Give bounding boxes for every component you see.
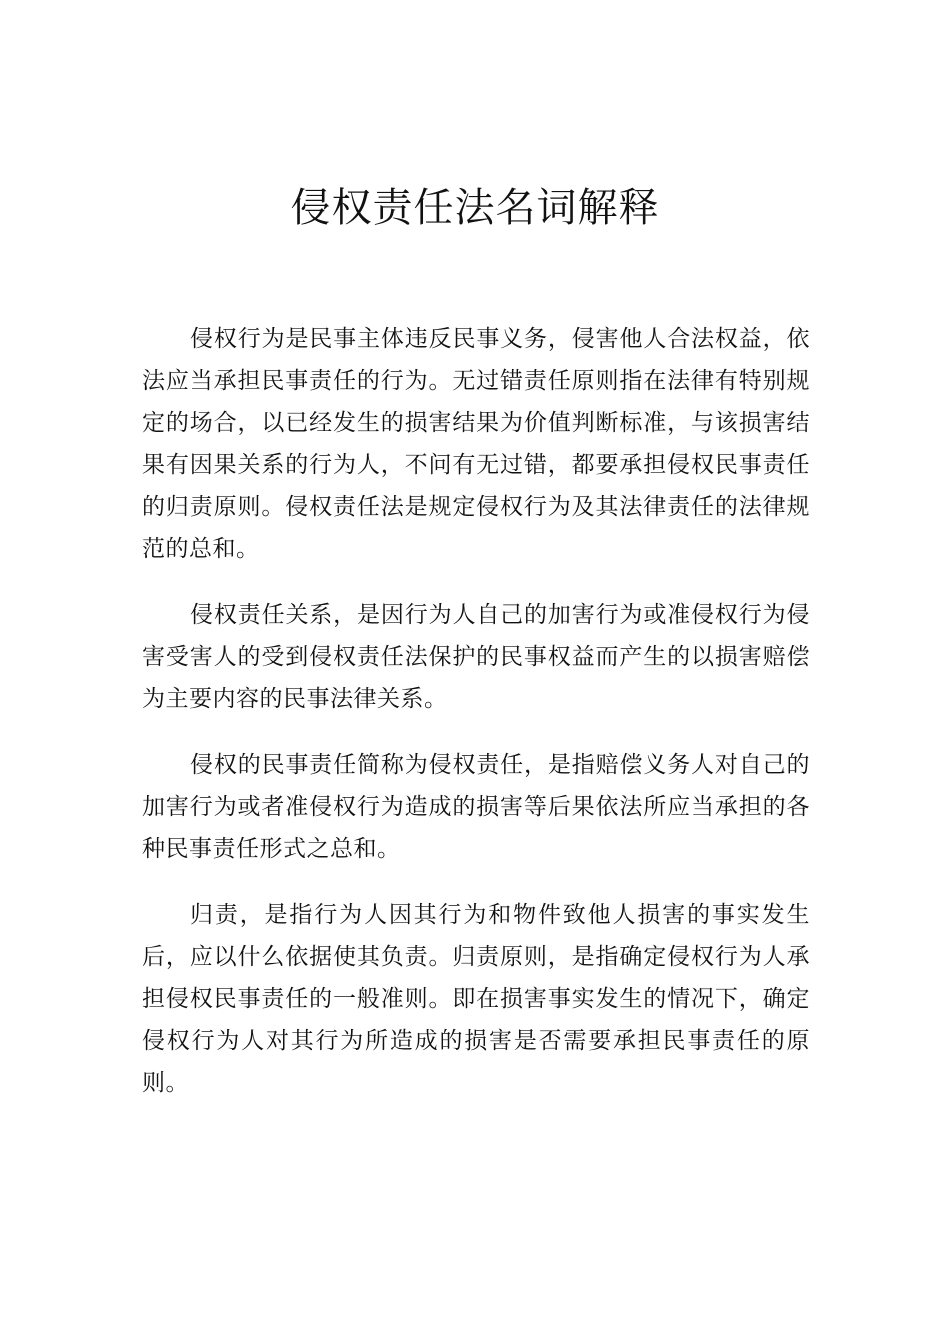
document-title: 侵权责任法名词解释	[290, 185, 660, 231]
paragraph-imputation: 归责，是指行为人因其行为和物件致他人损害的事实发生后，应以什么依据使其负责。归责原则，是指确定侵权行为人承担侵权民事责任的一般准则。即在损害事实发生的情况下，确定侵权行为人对其行为所造成的损害是否需要承担民事责任的原则。	[142, 902, 810, 1096]
paragraph-tort-relationship: 侵权责任关系，是因行为人自己的加害行为或准侵权行为侵害受害人的受到侵权责任法保护的民事权益而产生的以损害赔偿为主要内容的民事法律关系。	[142, 602, 810, 712]
document-body	[142, 318, 810, 1128]
paragraph-tort-definition: 侵权行为是民事主体违反民事义务，侵害他人合法权益，依法应当承担民事责任的行为。无过错责任原则指在法律有特别规定的场合，以已经发生的损害结果为价值判断标准，与该损害结果有因果关系的行为人，不问有无过错，都要承担侵权民事责任的归责原则。侵权责任法是规定侵权行为及其法律责任的法律规范的总和。	[142, 326, 810, 562]
paragraph-tort-liability: 侵权的民事责任简称为侵权责任，是指赔偿义务人对自己的加害行为或者准侵权行为造成的损害等后果依法所应当承担的各种民事责任形式之总和。	[142, 752, 810, 862]
